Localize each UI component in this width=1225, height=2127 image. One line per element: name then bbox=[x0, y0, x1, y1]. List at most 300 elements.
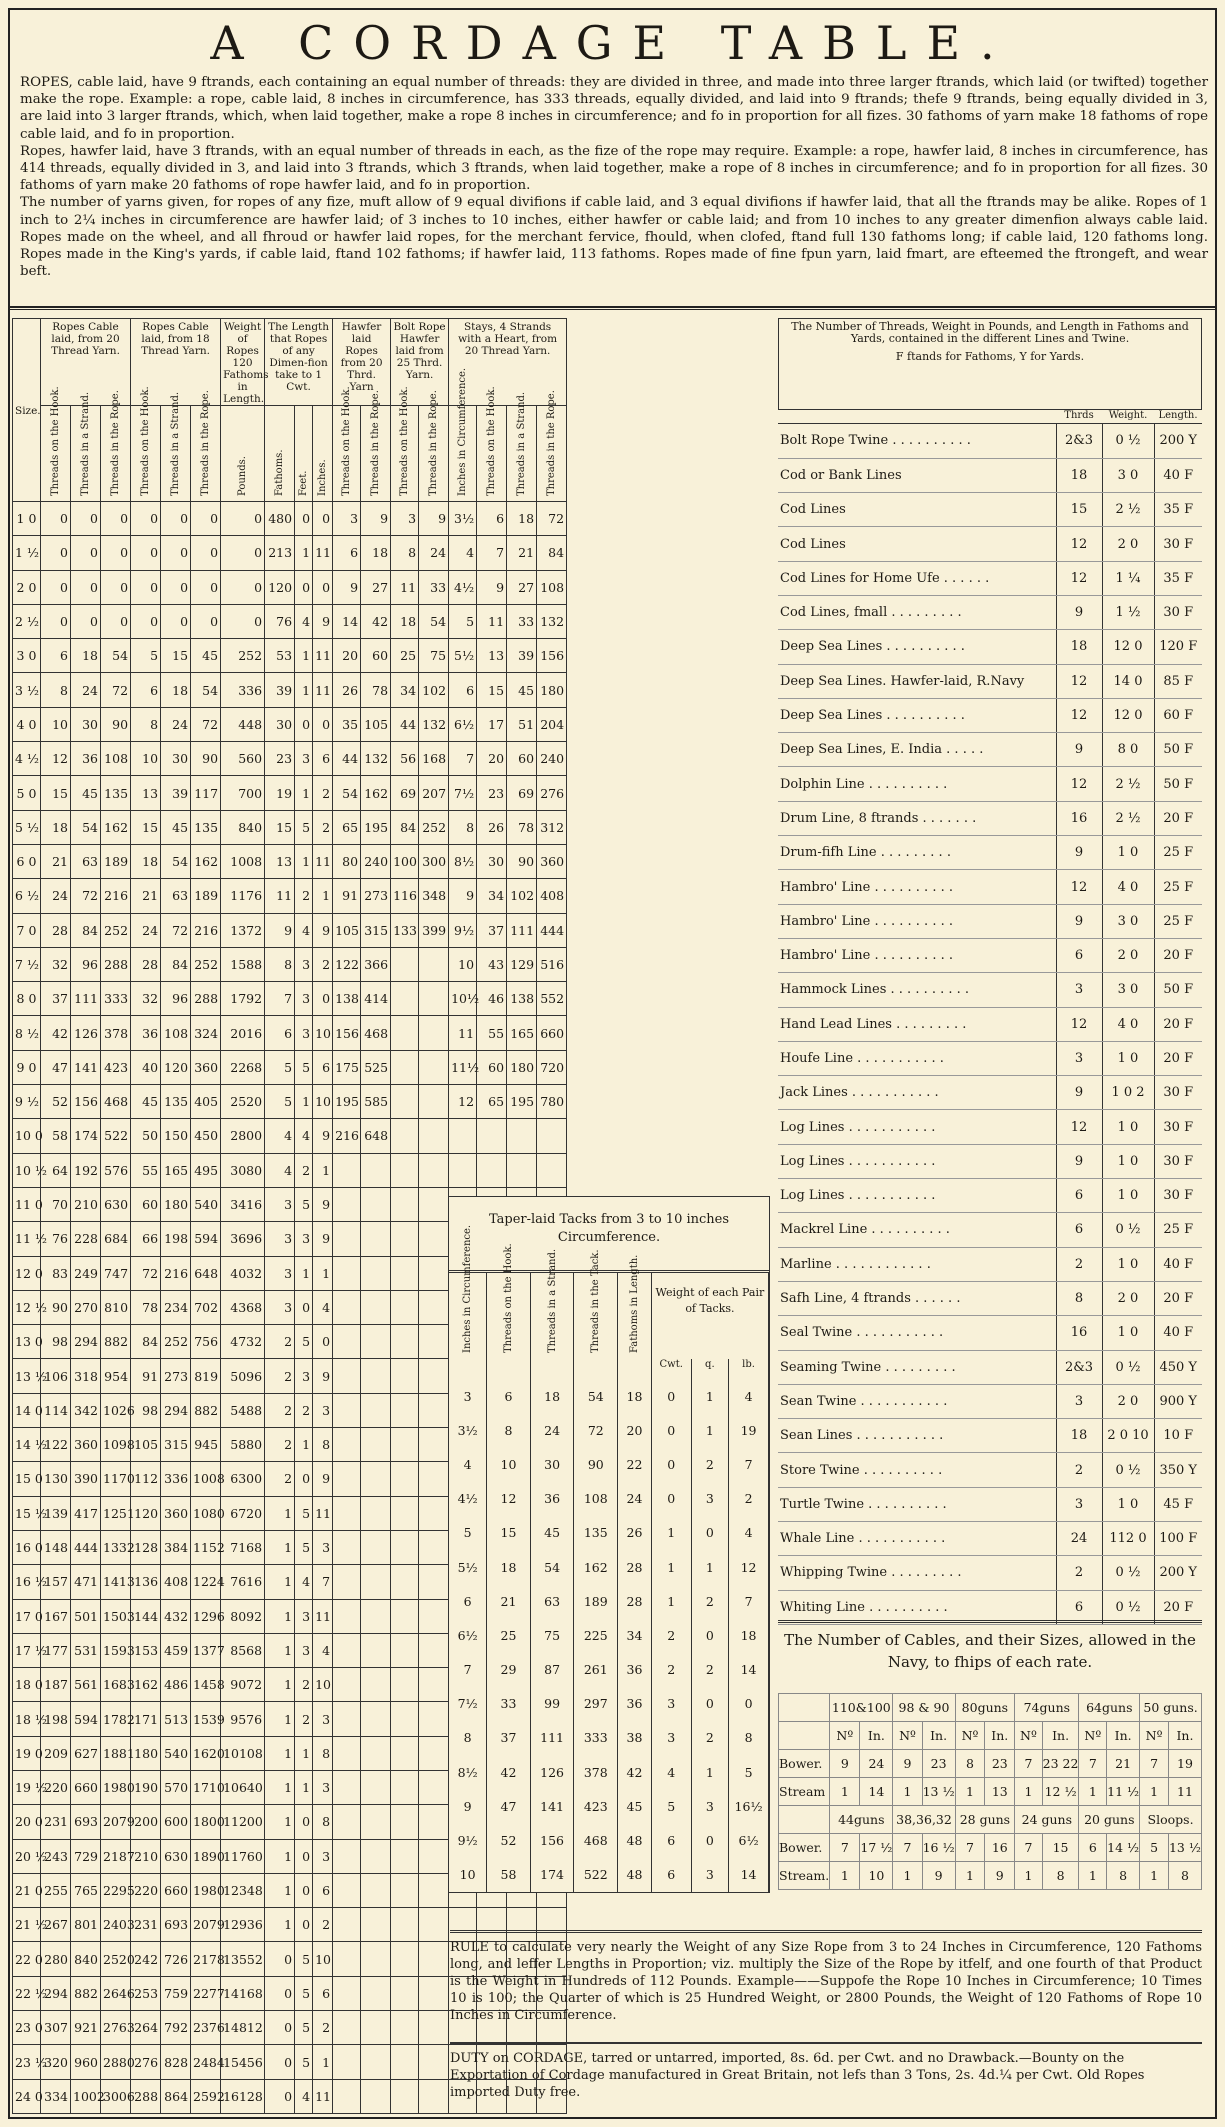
value-cell bbox=[333, 1702, 361, 1736]
value-cell: 960 bbox=[71, 2045, 101, 2079]
value-cell: 180 bbox=[131, 1736, 161, 1770]
value-cell bbox=[391, 2079, 419, 2113]
value-cell: 11760 bbox=[221, 1839, 265, 1873]
value-cell: 4368 bbox=[221, 1290, 265, 1324]
line-value: 1 0 bbox=[1102, 1110, 1154, 1144]
value-cell: 5 bbox=[295, 1530, 313, 1564]
value-cell: 9 bbox=[449, 879, 477, 913]
line-value: 0 ½ bbox=[1102, 424, 1154, 458]
tack-cell: 42 bbox=[618, 1755, 652, 1789]
list-item bbox=[778, 1384, 1202, 1418]
value-cell: 5 bbox=[295, 1050, 313, 1084]
cable-cell: 7 bbox=[1079, 1750, 1107, 1778]
value-cell: 405 bbox=[191, 1085, 221, 1119]
value-cell: 1 bbox=[265, 1496, 295, 1530]
value-cell bbox=[361, 1839, 391, 1873]
line-value: 900 Y bbox=[1154, 1384, 1202, 1418]
value-cell: 8 bbox=[313, 1805, 333, 1839]
value-cell: 8 bbox=[131, 707, 161, 741]
value-cell: 220 bbox=[131, 1873, 161, 1907]
lines-note: F ftands for Fathoms, Y for Yards. bbox=[895, 350, 1085, 363]
table-row bbox=[13, 1119, 567, 1153]
size-cell: 9 0 bbox=[13, 1050, 41, 1084]
value-cell: 10 bbox=[41, 707, 71, 741]
value-cell: 108 bbox=[161, 1016, 191, 1050]
value-cell bbox=[391, 1016, 419, 1050]
list-item bbox=[778, 424, 1202, 458]
value-cell bbox=[419, 1359, 449, 1393]
tack-cell: 6 bbox=[487, 1379, 531, 1413]
tack-cell: 52 bbox=[487, 1823, 531, 1857]
size-cell: 3 0 bbox=[13, 639, 41, 673]
line-value: 2&3 bbox=[1056, 1350, 1102, 1384]
value-cell: 315 bbox=[361, 913, 391, 947]
size-cell: 15 ½ bbox=[13, 1496, 41, 1530]
value-cell: 660 bbox=[537, 1016, 567, 1050]
line-name: Hambro' Line . . . . . . . . . . bbox=[778, 870, 1056, 904]
table-row bbox=[13, 1153, 567, 1187]
value-cell: 96 bbox=[161, 982, 191, 1016]
value-cell: 390 bbox=[71, 1462, 101, 1496]
value-cell: 264 bbox=[131, 2011, 161, 2045]
col-length: The Length that Ropes of any Dimen-fion take to 1 Cwt. bbox=[265, 319, 333, 406]
value-cell: 2520 bbox=[221, 1085, 265, 1119]
cable-rate: 110&100 bbox=[830, 1694, 893, 1722]
value-cell: 243 bbox=[41, 1839, 71, 1873]
value-cell: 90 bbox=[101, 707, 131, 741]
tack-row bbox=[449, 1447, 769, 1481]
value-cell: 114 bbox=[41, 1393, 71, 1427]
value-cell bbox=[391, 1393, 419, 1427]
value-cell: 9 bbox=[313, 604, 333, 638]
divider bbox=[10, 306, 1215, 310]
value-cell: 252 bbox=[161, 1325, 191, 1359]
table-row bbox=[13, 844, 567, 878]
value-cell: 162 bbox=[131, 1668, 161, 1702]
value-cell: 252 bbox=[101, 913, 131, 947]
tack-cell: 38 bbox=[618, 1721, 652, 1755]
value-cell bbox=[391, 947, 419, 981]
value-cell bbox=[333, 1839, 361, 1873]
value-cell: 318 bbox=[71, 1359, 101, 1393]
line-value: 20 F bbox=[1154, 1281, 1202, 1315]
value-cell: 9 bbox=[313, 1187, 333, 1221]
value-cell bbox=[419, 1085, 449, 1119]
size-cell: 16 ½ bbox=[13, 1565, 41, 1599]
value-cell bbox=[333, 1770, 361, 1804]
value-cell: 25 bbox=[391, 639, 419, 673]
tack-cell: 54 bbox=[530, 1550, 574, 1584]
value-cell: 1 bbox=[265, 1702, 295, 1736]
col-hawfer: Hawfer laid Ropes from 20 Thrd. Yarn bbox=[333, 319, 391, 406]
list-item bbox=[778, 698, 1202, 732]
value-cell: 2 bbox=[265, 1428, 295, 1462]
value-cell: 195 bbox=[333, 1085, 361, 1119]
tack-cell: 3½ bbox=[449, 1413, 487, 1447]
value-cell: 11 bbox=[313, 673, 333, 707]
value-cell: 2 bbox=[295, 1702, 313, 1736]
value-cell: 45 bbox=[71, 776, 101, 810]
value-cell: 175 bbox=[333, 1050, 361, 1084]
line-value: 200 Y bbox=[1154, 424, 1202, 458]
cable-rate bbox=[779, 1694, 830, 1722]
list-item bbox=[778, 1350, 1202, 1384]
value-cell: 3 bbox=[295, 947, 313, 981]
line-value: 1 0 bbox=[1102, 1247, 1154, 1281]
size-cell: 4 0 bbox=[13, 707, 41, 741]
tack-cell: 3 bbox=[691, 1482, 729, 1516]
value-cell bbox=[419, 2045, 449, 2079]
cable-cell: 7 bbox=[1015, 1834, 1042, 1862]
line-value: 0 ½ bbox=[1102, 1453, 1154, 1487]
value-cell bbox=[419, 1770, 449, 1804]
col-weight: Weight. bbox=[1108, 410, 1148, 421]
value-cell: 1 bbox=[265, 1599, 295, 1633]
value-cell: 864 bbox=[161, 2079, 191, 2113]
tack-cell: 1 bbox=[691, 1755, 729, 1789]
cable-col: In. bbox=[922, 1722, 955, 1750]
list-item bbox=[778, 1076, 1202, 1110]
value-cell: 2 bbox=[295, 879, 313, 913]
cable-rate: 20 guns bbox=[1079, 1806, 1140, 1834]
value-cell: 882 bbox=[101, 1325, 131, 1359]
value-cell: 135 bbox=[101, 776, 131, 810]
cable-rate: 80guns bbox=[955, 1694, 1015, 1722]
value-cell bbox=[477, 1153, 507, 1187]
value-cell: 28 bbox=[41, 913, 71, 947]
value-cell: 15 bbox=[265, 810, 295, 844]
value-cell: 252 bbox=[191, 947, 221, 981]
tack-cell: 47 bbox=[487, 1789, 531, 1823]
value-cell: 2079 bbox=[191, 1908, 221, 1942]
value-cell bbox=[419, 1428, 449, 1462]
value-cell bbox=[419, 1633, 449, 1667]
cable-rate: 64guns bbox=[1079, 1694, 1140, 1722]
value-cell: 7616 bbox=[221, 1565, 265, 1599]
cable-cell: 14 ½ bbox=[1107, 1834, 1140, 1862]
tack-cell: 225 bbox=[574, 1618, 618, 1652]
value-cell: 10 bbox=[131, 742, 161, 776]
value-cell: 9 bbox=[419, 502, 449, 536]
line-name: Mackrel Line . . . . . . . . . . bbox=[778, 1213, 1056, 1247]
size-cell: 5 0 bbox=[13, 776, 41, 810]
value-cell bbox=[361, 1633, 391, 1667]
cable-cell: 8 bbox=[1168, 1862, 1201, 1890]
tack-cell: 522 bbox=[574, 1858, 618, 1892]
cable-row bbox=[779, 1862, 1202, 1890]
tack-cell: 1 bbox=[651, 1516, 691, 1550]
value-cell: 12 bbox=[41, 742, 71, 776]
value-cell: 12 bbox=[449, 1085, 477, 1119]
line-name: Safh Line, 4 ftrands . . . . . . bbox=[778, 1281, 1056, 1315]
tack-weight-header: Weight of each Pair of Tacks. bbox=[651, 1273, 768, 1359]
value-cell bbox=[419, 2011, 449, 2045]
table-row bbox=[13, 982, 567, 1016]
value-cell: 242 bbox=[131, 1942, 161, 1976]
tack-cell: 162 bbox=[574, 1550, 618, 1584]
value-cell: 5 bbox=[295, 2011, 313, 2045]
line-value: 9 bbox=[1056, 595, 1102, 629]
tack-cell: 4½ bbox=[449, 1482, 487, 1516]
line-value: 9 bbox=[1056, 733, 1102, 767]
line-value: 2 bbox=[1056, 1453, 1102, 1487]
value-cell: 15 bbox=[161, 639, 191, 673]
value-cell: 1 bbox=[265, 1530, 295, 1564]
value-cell: 8 bbox=[265, 947, 295, 981]
line-name: Log Lines . . . . . . . . . . . bbox=[778, 1144, 1056, 1178]
value-cell bbox=[333, 1565, 361, 1599]
value-cell: 726 bbox=[161, 1942, 191, 1976]
cable-subheader-row bbox=[779, 1722, 1202, 1750]
value-cell: 168 bbox=[419, 742, 449, 776]
value-cell: 11 bbox=[313, 2079, 333, 2113]
list-item bbox=[778, 1522, 1202, 1556]
list-item bbox=[778, 801, 1202, 835]
value-cell bbox=[361, 2045, 391, 2079]
value-cell: 36 bbox=[131, 1016, 161, 1050]
cable-rate: 74guns bbox=[1015, 1694, 1079, 1722]
value-cell: 324 bbox=[191, 1016, 221, 1050]
value-cell: 46 bbox=[477, 982, 507, 1016]
line-value: 8 bbox=[1056, 1281, 1102, 1315]
list-item bbox=[778, 836, 1202, 870]
tack-cell: 24 bbox=[618, 1482, 652, 1516]
line-value: 14 0 bbox=[1102, 664, 1154, 698]
value-cell bbox=[507, 1153, 537, 1187]
cable-cell: 15 bbox=[1042, 1834, 1079, 1862]
line-value: 18 bbox=[1056, 458, 1102, 492]
value-cell: 294 bbox=[71, 1325, 101, 1359]
value-cell bbox=[361, 1462, 391, 1496]
value-cell: 11 bbox=[477, 604, 507, 638]
intro-text bbox=[20, 74, 1208, 304]
tacks-title: Taper-laid Tacks from 3 to 10 inches Circumference. bbox=[449, 1197, 769, 1273]
value-cell: 44 bbox=[333, 742, 361, 776]
cable-cell: 12 ½ bbox=[1042, 1778, 1079, 1806]
lines-table bbox=[778, 424, 1202, 1625]
value-cell: 9 bbox=[265, 913, 295, 947]
value-cell: 24 bbox=[161, 707, 191, 741]
value-cell: 2 bbox=[295, 1393, 313, 1427]
line-value: 2 bbox=[1056, 1556, 1102, 1590]
line-value: 25 F bbox=[1154, 1213, 1202, 1247]
tack-col: Threads in the Tack. bbox=[590, 1249, 602, 1353]
value-cell: 174 bbox=[71, 1119, 101, 1153]
value-cell: 450 bbox=[191, 1119, 221, 1153]
line-name: Deep Sea Lines . . . . . . . . . . bbox=[778, 698, 1056, 732]
cable-cell: 1 bbox=[893, 1778, 922, 1806]
line-name: Bolt Rope Twine . . . . . . . . . . bbox=[778, 424, 1056, 458]
size-cell: 20 0 bbox=[13, 1805, 41, 1839]
line-name: Drum-fifh Line . . . . . . . . . bbox=[778, 836, 1056, 870]
value-cell bbox=[333, 1359, 361, 1393]
value-cell: 3080 bbox=[221, 1153, 265, 1187]
value-cell: 2592 bbox=[191, 2079, 221, 2113]
cable-cell: 1 bbox=[955, 1778, 985, 1806]
value-cell bbox=[391, 1736, 419, 1770]
value-cell: 0 bbox=[265, 2079, 295, 2113]
line-value: 3 bbox=[1056, 1384, 1102, 1418]
value-cell bbox=[419, 1016, 449, 1050]
value-cell: 1 bbox=[265, 1736, 295, 1770]
value-cell: 9 bbox=[313, 913, 333, 947]
subheader-hook: Threads on the Hook. bbox=[50, 386, 61, 496]
value-cell: 3 bbox=[295, 1222, 313, 1256]
value-cell: 112 bbox=[131, 1462, 161, 1496]
cable-cell: 13 ½ bbox=[922, 1778, 955, 1806]
tack-cell: 0 bbox=[651, 1379, 691, 1413]
value-cell bbox=[333, 1908, 361, 1942]
value-cell: 98 bbox=[131, 1393, 161, 1427]
value-cell: 5 bbox=[295, 810, 313, 844]
value-cell bbox=[361, 1530, 391, 1564]
value-cell: 2880 bbox=[101, 2045, 131, 2079]
value-cell: 0 bbox=[313, 707, 333, 741]
value-cell: 320 bbox=[41, 2045, 71, 2079]
value-cell bbox=[449, 1153, 477, 1187]
size-cell: 8 ½ bbox=[13, 1016, 41, 1050]
value-cell: 55 bbox=[131, 1153, 161, 1187]
value-cell: 432 bbox=[161, 1599, 191, 1633]
value-cell: 3416 bbox=[221, 1187, 265, 1221]
rule-text: RULE to calculate very nearly the Weight of any Size Rope from 3 to 24 Inches in Circumference, 120 Fathoms long, and leffer Lengths in Proportion; viz. multiply the Size of the Rope by itfelf, and one fourth of that Product is the Weight in Hundreds of 112 Pounds. Example——Suppofe the Rope 10 Inches in Circumference; 10 Times 10 is 100; the Quarter of which is 25 Hundred Weight, or 2800 Pounds, the Weight of 120 Fathoms of Rope 10 Inches in Circumference. bbox=[450, 1930, 1202, 2024]
value-cell: 0 bbox=[71, 604, 101, 638]
value-cell: 52 bbox=[41, 1085, 71, 1119]
value-cell: 2800 bbox=[221, 1119, 265, 1153]
value-cell: 220 bbox=[41, 1770, 71, 1804]
value-cell: 13 bbox=[131, 776, 161, 810]
value-cell: 700 bbox=[221, 776, 265, 810]
cable-cell: 9 bbox=[985, 1862, 1015, 1890]
value-cell bbox=[361, 1222, 391, 1256]
tack-cell: 19 bbox=[729, 1413, 769, 1447]
line-name: Hand Lead Lines . . . . . . . . . bbox=[778, 1007, 1056, 1041]
value-cell bbox=[391, 1633, 419, 1667]
value-cell: 23 bbox=[265, 742, 295, 776]
value-cell: 28 bbox=[131, 947, 161, 981]
size-cell: 6 0 bbox=[13, 844, 41, 878]
line-name: Whale Line . . . . . . . . . . . bbox=[778, 1522, 1056, 1556]
size-cell: 14 0 bbox=[13, 1393, 41, 1427]
value-cell: 76 bbox=[41, 1222, 71, 1256]
value-cell: 4½ bbox=[449, 570, 477, 604]
value-cell bbox=[361, 1942, 391, 1976]
value-cell: 5 bbox=[295, 1976, 313, 2010]
tack-cell: 3 bbox=[691, 1789, 729, 1823]
list-item bbox=[778, 664, 1202, 698]
value-cell: 27 bbox=[507, 570, 537, 604]
tack-cell: 58 bbox=[487, 1858, 531, 1892]
value-cell: 1792 bbox=[221, 982, 265, 1016]
value-cell: 6 bbox=[265, 1016, 295, 1050]
size-cell: 7 0 bbox=[13, 913, 41, 947]
size-cell: 13 0 bbox=[13, 1325, 41, 1359]
line-value: 20 F bbox=[1154, 1007, 1202, 1041]
value-cell bbox=[333, 1942, 361, 1976]
cable-cell: 7 bbox=[830, 1834, 860, 1862]
value-cell: 1800 bbox=[191, 1805, 221, 1839]
value-cell: 69 bbox=[391, 776, 419, 810]
value-cell: 5 bbox=[131, 639, 161, 673]
cable-cell: 9 bbox=[830, 1750, 860, 1778]
value-cell: 6½ bbox=[449, 707, 477, 741]
size-cell: 24 0 bbox=[13, 2079, 41, 2113]
value-cell: 54 bbox=[419, 604, 449, 638]
value-cell bbox=[391, 1599, 419, 1633]
tack-cell: 28 bbox=[618, 1550, 652, 1584]
value-cell bbox=[361, 1565, 391, 1599]
value-cell: 192 bbox=[71, 1153, 101, 1187]
value-cell: 594 bbox=[191, 1222, 221, 1256]
cable-cell: 7 bbox=[1140, 1750, 1169, 1778]
cable-col: In. bbox=[985, 1722, 1015, 1750]
line-name: Deep Sea Lines . . . . . . . . . . bbox=[778, 630, 1056, 664]
cable-rate bbox=[779, 1806, 830, 1834]
value-cell: 19 bbox=[265, 776, 295, 810]
value-cell: 60 bbox=[361, 639, 391, 673]
value-cell: 10½ bbox=[449, 982, 477, 1016]
line-name: Log Lines . . . . . . . . . . . bbox=[778, 1110, 1056, 1144]
value-cell: 1588 bbox=[221, 947, 265, 981]
line-name: Deep Sea Lines, E. India . . . . . bbox=[778, 733, 1056, 767]
value-cell: 207 bbox=[419, 776, 449, 810]
value-cell: 150 bbox=[161, 1119, 191, 1153]
value-cell: 69 bbox=[507, 776, 537, 810]
tack-col: Inches in Circumference. bbox=[462, 1224, 474, 1353]
line-value: 2 bbox=[1056, 1247, 1102, 1281]
value-cell: 157 bbox=[41, 1565, 71, 1599]
tack-cell: 111 bbox=[530, 1721, 574, 1755]
size-cell: 5 ½ bbox=[13, 810, 41, 844]
value-cell: 54 bbox=[161, 844, 191, 878]
line-value: 2 0 bbox=[1102, 1281, 1154, 1315]
value-cell: 0 bbox=[313, 982, 333, 1016]
value-cell: 180 bbox=[507, 1050, 537, 1084]
tack-cell: 87 bbox=[530, 1653, 574, 1687]
value-cell bbox=[333, 1599, 361, 1633]
tack-cell: 5 bbox=[729, 1755, 769, 1789]
tack-cell: 10 bbox=[487, 1447, 531, 1481]
value-cell: 1176 bbox=[221, 879, 265, 913]
table-row bbox=[13, 879, 567, 913]
value-cell: 15 bbox=[131, 810, 161, 844]
value-cell: 8 bbox=[41, 673, 71, 707]
tack-cell: 0 bbox=[691, 1823, 729, 1857]
value-cell: 0 bbox=[41, 570, 71, 604]
tack-cell: 22 bbox=[618, 1447, 652, 1481]
value-cell: 2 bbox=[265, 1325, 295, 1359]
table-row bbox=[13, 536, 567, 570]
value-cell: 11 bbox=[391, 570, 419, 604]
value-cell: 468 bbox=[361, 1016, 391, 1050]
value-cell: 765 bbox=[71, 1873, 101, 1907]
value-cell bbox=[391, 1530, 419, 1564]
value-cell: 2 bbox=[295, 1153, 313, 1187]
value-cell: 138 bbox=[333, 982, 361, 1016]
cable-cell: 21 bbox=[1107, 1750, 1140, 1778]
value-cell: 945 bbox=[191, 1428, 221, 1462]
value-cell: 72 bbox=[537, 502, 567, 536]
col-weight: Weight of Ropes 120 Fathoms in Length. bbox=[221, 319, 265, 406]
value-cell bbox=[419, 1153, 449, 1187]
cable-header-row bbox=[779, 1694, 1202, 1722]
line-name: Store Twine . . . . . . . . . . bbox=[778, 1453, 1056, 1487]
value-cell: 2403 bbox=[101, 1908, 131, 1942]
table-row bbox=[13, 570, 567, 604]
line-value: 1 ½ bbox=[1102, 595, 1154, 629]
tack-cell: 5 bbox=[651, 1789, 691, 1823]
lines-heading bbox=[778, 318, 1202, 410]
